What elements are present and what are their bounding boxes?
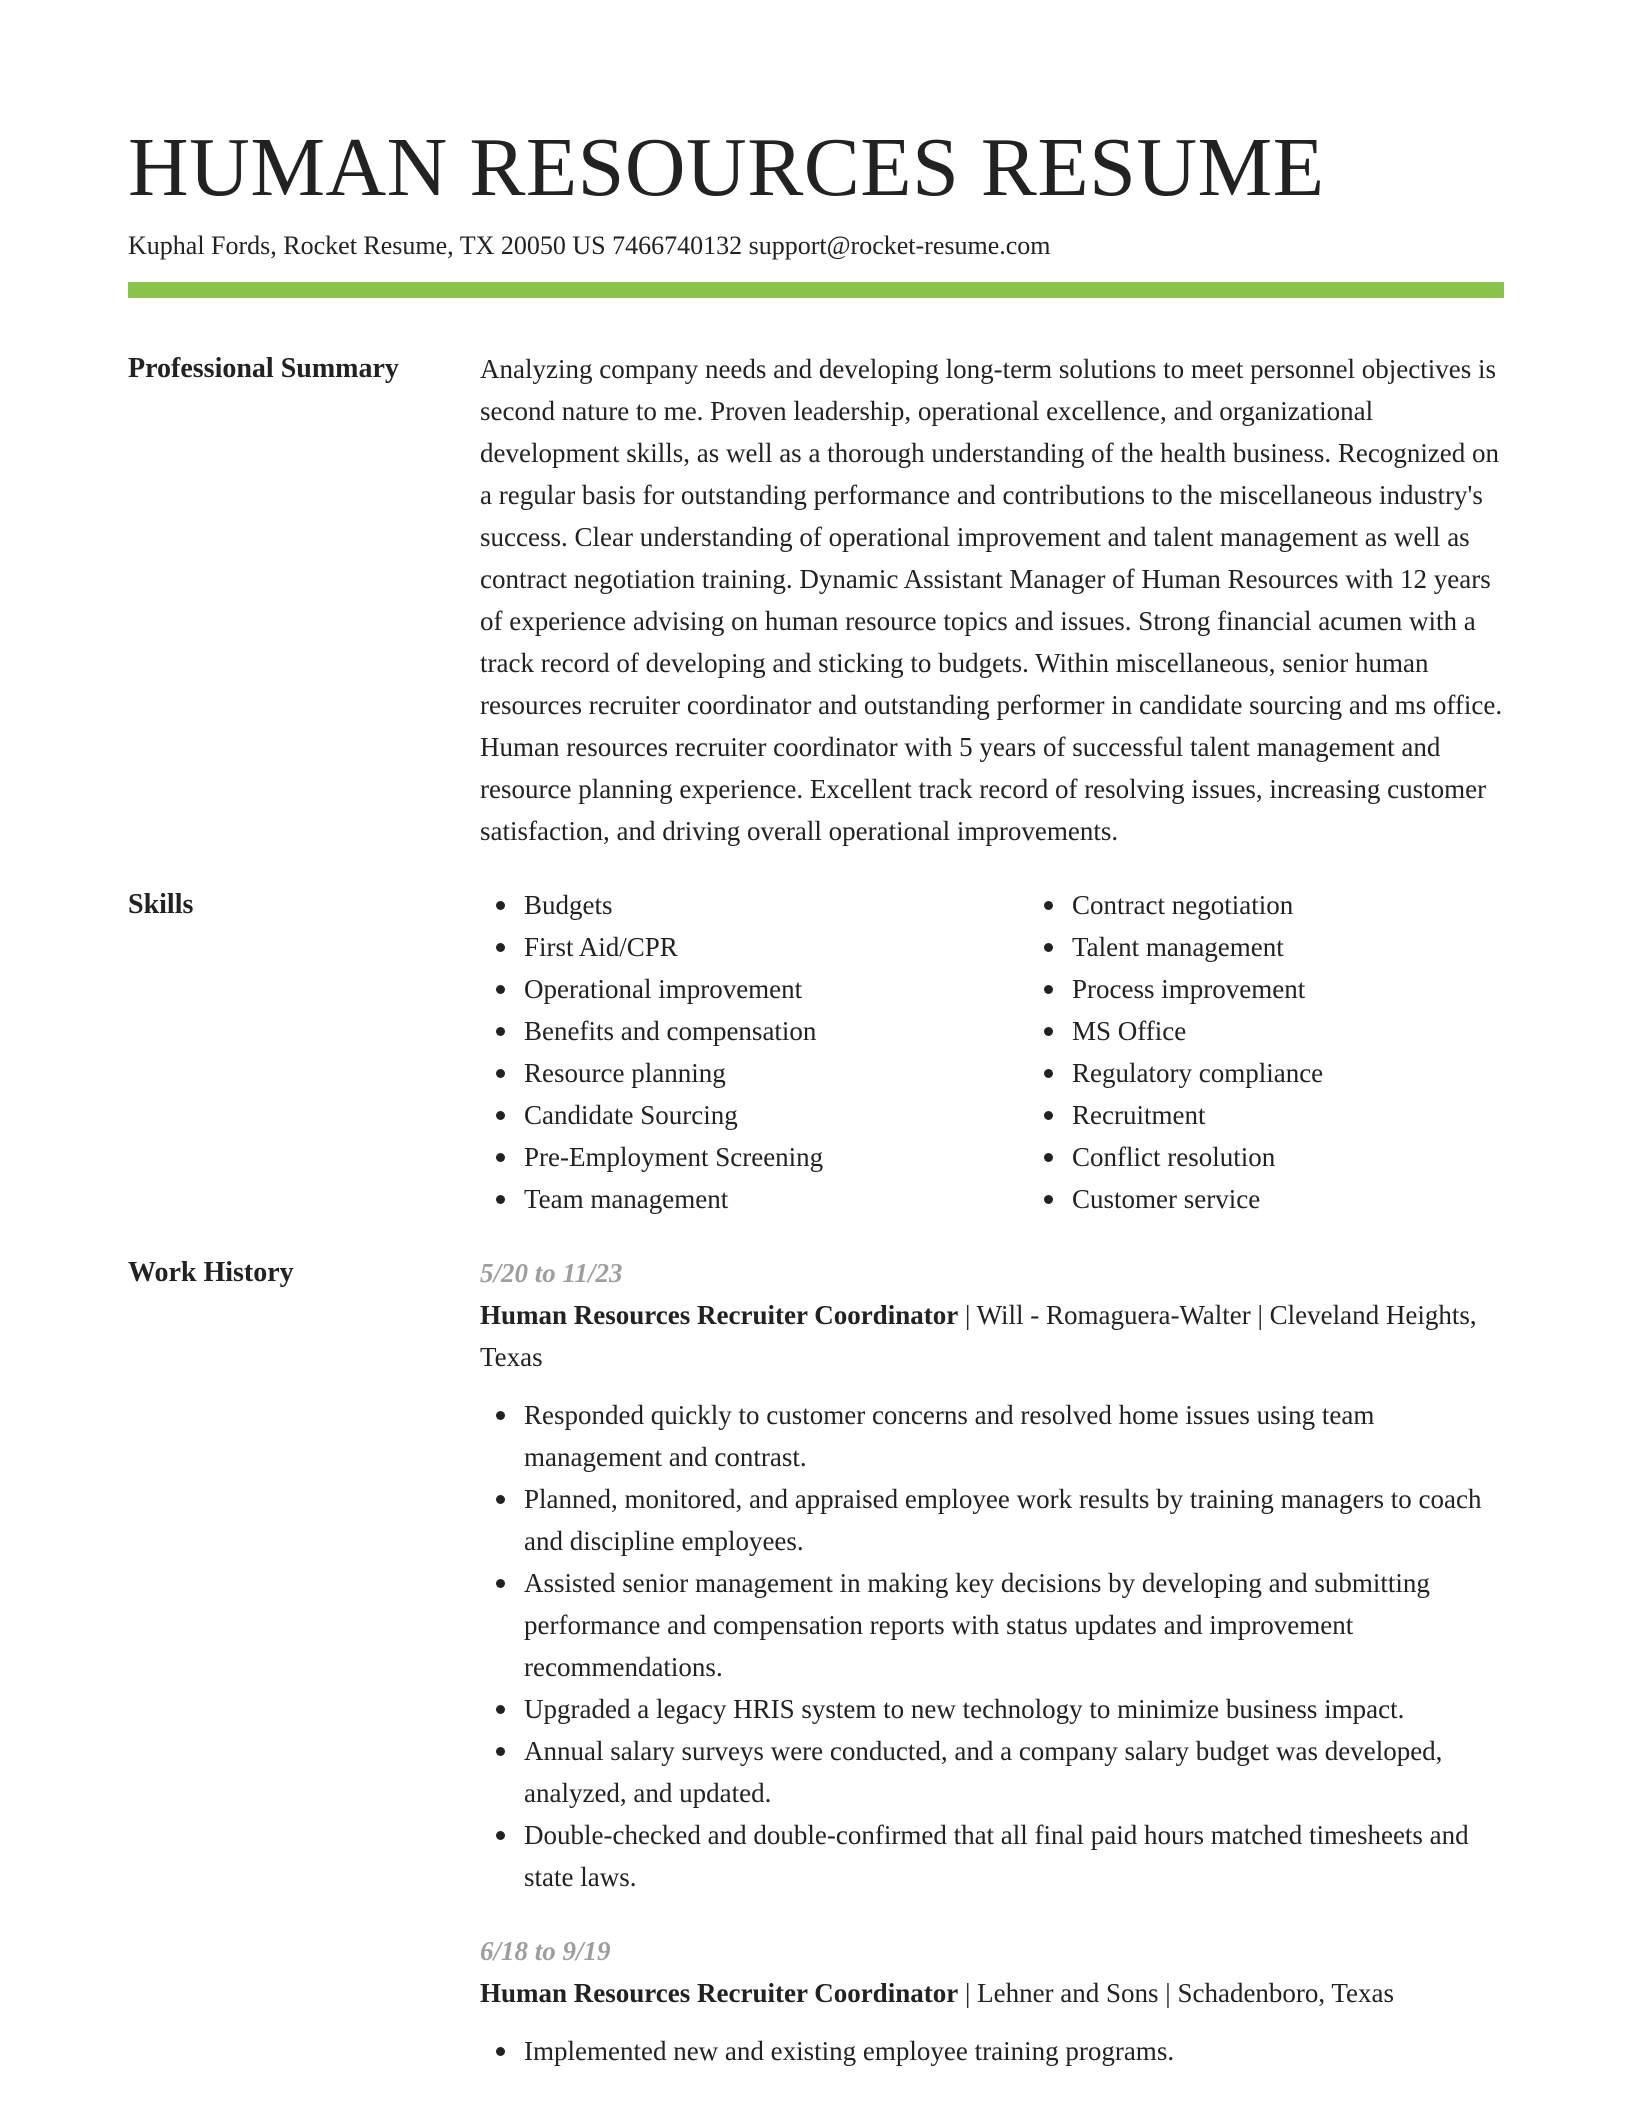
job-bullet: Assisted senior management in making key decisions by developing and submitting performance and compensation reports with status updates and improvement recommendations. [524,1562,1504,1688]
job-bullet: Upgraded a legacy HRIS system to new technology to minimize business impact. [524,1688,1504,1730]
skill-item: Benefits and compensation [524,1010,1028,1052]
skill-item: Contract negotiation [1072,884,1576,926]
work-history-label: Work History [128,1257,294,1288]
skills-section [128,884,1504,1220]
skill-item: Pre-Employment Screening [524,1136,1028,1178]
skill-item: Budgets [524,884,1028,926]
skill-item: Conflict resolution [1072,1136,1576,1178]
skill-item: Operational improvement [524,968,1028,1010]
skills-grid [480,884,1576,1220]
skill-item: Resource planning [524,1052,1028,1094]
skill-item: Regulatory compliance [1072,1052,1576,1094]
skill-item: Process improvement [1072,968,1576,1010]
resume-title: HUMAN RESOURCES RESUME [128,121,1325,214]
job-bullet: Responded quickly to customer concerns and resolved home issues using team management and contrast. [524,1394,1504,1478]
accent-divider [128,282,1504,298]
job-entry [480,1252,1504,1898]
job-dates: 5/20 to 11/23 [480,1258,623,1288]
job-title: Human Resources Recruiter Coordinator [480,1300,959,1330]
job-bullet: Implemented new and existing employee training programs. [524,2030,1504,2072]
skills-column-left [480,884,1028,1220]
resume-page [128,0,1504,2072]
job-title: Human Resources Recruiter Coordinator [480,1978,959,2008]
job-bullet: Planned, monitored, and appraised employee work results by training managers to coach and discipline employees. [524,1478,1504,1562]
skill-item: MS Office [1072,1010,1576,1052]
job-heading [480,1294,1504,1378]
job-bullet: Annual salary surveys were conducted, and a company salary budget was developed, analyzed, and updated. [524,1730,1504,1814]
work-history-section [128,1252,1504,2072]
summary-text: Analyzing company needs and developing long-term solutions to meet personnel objectives is second nature to me. Proven leadership, operational excellence, and organizational development skills, as well as a thorough understanding of the health business. Recognized on a regular basis for outstanding performance and contributions to the miscellaneous industry's success. Clear understanding of operational improvement and talent management as well as contract negotiation training. Dynamic Assistant Manager of Human Resources with 12 years of experience advising on human resource topics and issues. Strong financial acumen with a track record of developing and sticking to budgets. Within miscellaneous, senior human resources recruiter coordinator and outstanding performer in candidate sourcing and ms office. Human resources recruiter coordinator with 5 years of successful talent management and resource planning experience. Excellent track record of resolving issues, increasing customer satisfaction, and driving overall operational improvements. [480,354,1503,846]
skill-item: Team management [524,1178,1028,1220]
summary-body [480,348,1504,852]
job-details: | Will - Romaguera-Walter | Cleveland Heights, Texas [480,1300,1477,1372]
summary-section [128,348,1504,852]
job-dates: 6/18 to 9/19 [480,1936,611,1966]
skills-column-right [1028,884,1576,1220]
summary-label: Professional Summary [128,353,399,384]
job-entry [480,1930,1504,2072]
skill-item: Recruitment [1072,1094,1576,1136]
job-bullet: Double-checked and double-confirmed that all final paid hours matched timesheets and state laws. [524,1814,1504,1898]
contact-line: Kuphal Fords, Rocket Resume, TX 20050 US 7466740132 support@rocket-resume.com [128,231,1051,260]
job-bullets [480,1394,1504,1898]
skills-label: Skills [128,889,194,920]
skill-item: First Aid/CPR [524,926,1028,968]
skill-item: Customer service [1072,1178,1576,1220]
job-bullets [480,2030,1504,2072]
job-details: | Lehner and Sons | Schadenboro, Texas [958,1978,1395,2008]
work-history-body [480,1252,1504,2072]
skill-item: Talent management [1072,926,1576,968]
job-heading [480,1972,1504,2014]
skills-body [480,884,1576,1220]
skill-item: Candidate Sourcing [524,1094,1028,1136]
